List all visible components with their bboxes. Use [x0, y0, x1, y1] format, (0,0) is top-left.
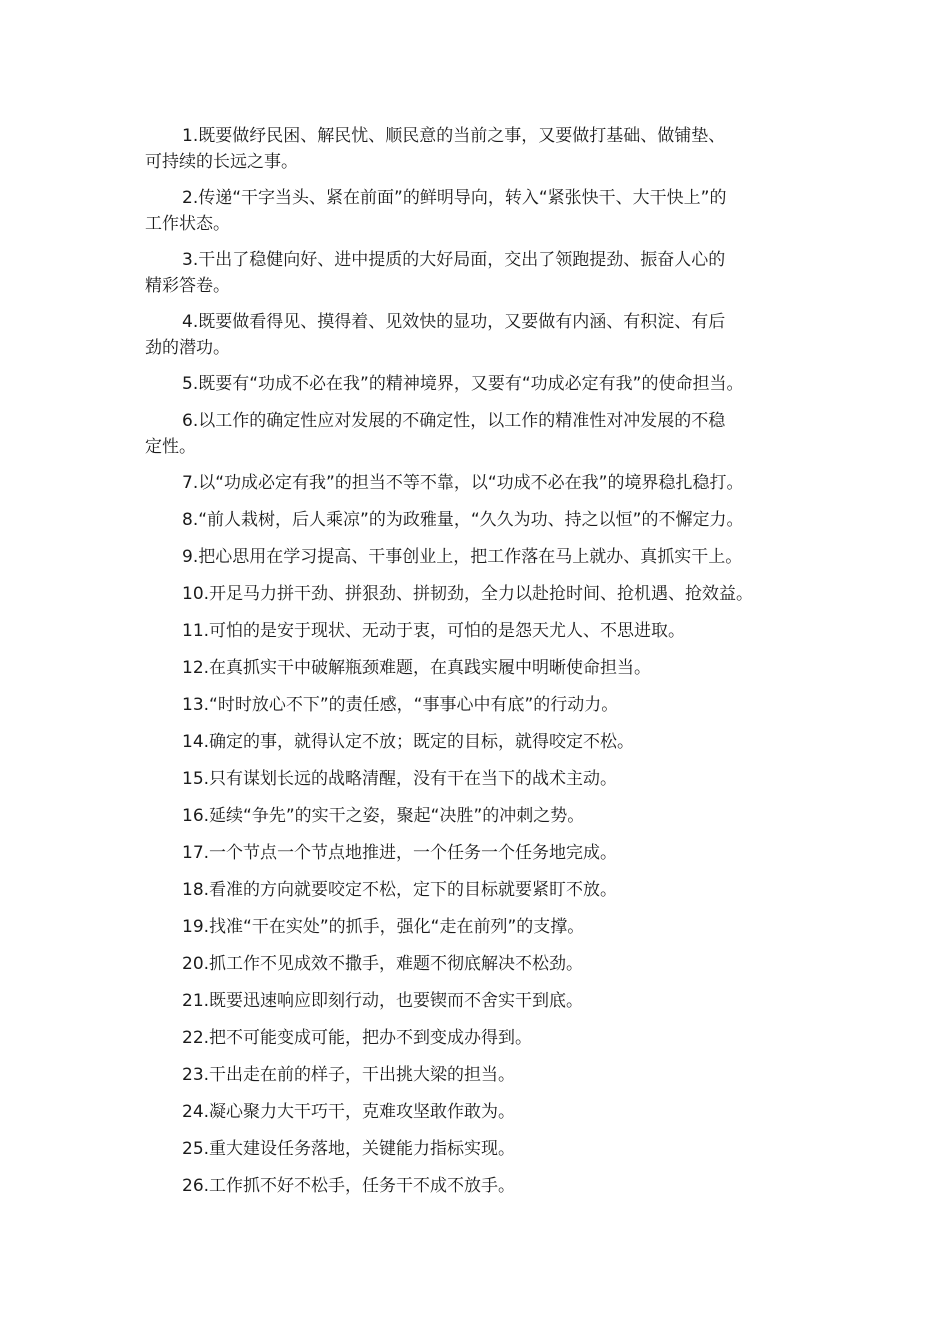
- item-text-line: 10.开足马力拼干劲、拼狠劲、拼韧劲，全力以赴抢时间、抢机遇、抢效益。: [182, 584, 754, 604]
- list-item: [145, 408, 825, 460]
- list-item: [145, 877, 825, 903]
- list-item: [145, 507, 825, 533]
- item-text-line: 21.既要迅速响应即刻行动，也要锲而不舍实干到底。: [182, 991, 584, 1011]
- item-text-line: 8.“前人栽树，后人乘凉”的为政雅量，“久久为功、持之以恒”的不懈定力。: [182, 510, 744, 530]
- item-text-line: 2.传递“干字当头、紧在前面”的鲜明导向，转入“紧张快干、大干快上”的: [182, 188, 727, 208]
- item-text-continuation: 可持续的长远之事。: [145, 152, 298, 172]
- item-text-continuation: 劲的潜功。: [145, 338, 230, 358]
- item-text-line: 16.延续“争先”的实干之姿，聚起“决胜”的冲刺之势。: [182, 806, 585, 826]
- list-item: [145, 951, 825, 977]
- list-item: [145, 840, 825, 866]
- item-text-line: 13.“时时放心不下”的责任感，“事事心中有底”的行动力。: [182, 695, 619, 715]
- item-text-line: 17.一个节点一个节点地推进，一个任务一个任务地完成。: [182, 843, 618, 863]
- item-text-continuation: 定性。: [145, 437, 196, 457]
- list-item: [145, 618, 825, 644]
- list-item: [145, 470, 825, 496]
- list-item: [145, 1062, 825, 1088]
- list-item: [145, 247, 825, 299]
- list-item: [145, 988, 825, 1014]
- item-text-line: 22.把不可能变成可能，把办不到变成办得到。: [182, 1028, 533, 1048]
- item-text-line: 25.重大建设任务落地，关键能力指标实现。: [182, 1139, 516, 1159]
- list-item: [145, 123, 825, 175]
- item-text-line: 20.抓工作不见成效不撒手，难题不彻底解决不松劲。: [182, 954, 584, 974]
- item-text-line: 4.既要做看得见、摸得着、见效快的显功，又要做有内涵、有积淀、有后: [182, 312, 726, 332]
- item-text-line: 24.凝心聚力大干巧干，克难攻坚敢作敢为。: [182, 1102, 516, 1122]
- list-item: [145, 1173, 825, 1199]
- list-item: [145, 309, 825, 361]
- item-text-line: 11.可怕的是安于现状、无动于衷，可怕的是怨天尤人、不思进取。: [182, 621, 686, 641]
- list-item: [145, 1136, 825, 1162]
- list-item: [145, 692, 825, 718]
- item-text-line: 7.以“功成必定有我”的担当不等不靠，以“功成不必在我”的境界稳扎稳打。: [182, 473, 744, 493]
- item-text-line: 3.干出了稳健向好、进中提质的大好局面，交出了领跑提劲、振奋人心的: [182, 250, 726, 270]
- list-item: [145, 729, 825, 755]
- list-item: [145, 1025, 825, 1051]
- item-text-line: 19.找准“干在实处”的抓手，强化“走在前列”的支撑。: [182, 917, 585, 937]
- item-text-line: 5.既要有“功成不必在我”的精神境界，又要有“功成必定有我”的使命担当。: [182, 374, 744, 394]
- list-item: [145, 581, 825, 607]
- item-text-line: 23.干出走在前的样子，干出挑大梁的担当。: [182, 1065, 516, 1085]
- list-item: [145, 914, 825, 940]
- item-text-line: 9.把心思用在学习提高、干事创业上，把工作落在马上就办、真抓实干上。: [182, 547, 743, 567]
- list-item: [145, 185, 825, 237]
- list-item: [145, 803, 825, 829]
- list-item: [145, 1099, 825, 1125]
- item-text-continuation: 精彩答卷。: [145, 276, 230, 296]
- item-text-line: 14.确定的事，就得认定不放；既定的目标，就得咬定不松。: [182, 732, 635, 752]
- item-text-line: 12.在真抓实干中破解瓶颈难题，在真践实履中明晰使命担当。: [182, 658, 652, 678]
- item-text-continuation: 工作状态。: [145, 214, 230, 234]
- item-text-line: 15.只有谋划长远的战略清醒，没有干在当下的战术主动。: [182, 769, 618, 789]
- document-body: [145, 123, 825, 1210]
- list-item: [145, 766, 825, 792]
- list-item: [145, 544, 825, 570]
- item-text-line: 1.既要做纾民困、解民忧、顺民意的当前之事，又要做打基础、做铺垫、: [182, 126, 726, 146]
- list-item: [145, 371, 825, 397]
- item-text-line: 6.以工作的确定性应对发展的不确定性，以工作的精准性对冲发展的不稳: [182, 411, 726, 431]
- item-text-line: 26.工作抓不好不松手，任务干不成不放手。: [182, 1176, 516, 1196]
- list-item: [145, 655, 825, 681]
- item-text-line: 18.看准的方向就要咬定不松，定下的目标就要紧盯不放。: [182, 880, 618, 900]
